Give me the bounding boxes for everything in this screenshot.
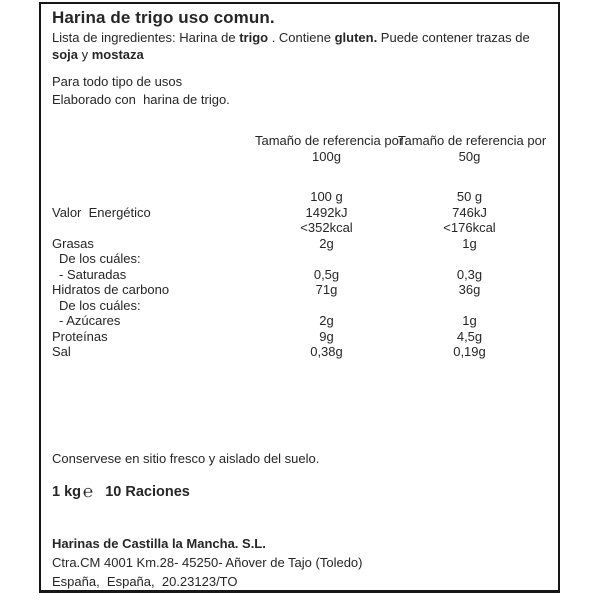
value-per-100g: 0,5g: [313, 266, 340, 282]
table-row: [52, 298, 544, 314]
ingredient-text: Puede contener trazas de: [377, 30, 530, 45]
table-row: [52, 344, 544, 360]
value-per-100g: <352kcal: [300, 220, 353, 235]
value-per-50g: 1g: [462, 313, 477, 328]
ingredient-text: Lista de ingredientes: Harina de: [52, 30, 240, 45]
value-per-100g: 100 g: [310, 189, 343, 204]
value-per-50g: 1g: [462, 235, 477, 251]
table-row: [52, 220, 544, 236]
value-per-50g: [398, 298, 541, 314]
nutrient-label: De los cuáles:: [59, 251, 141, 266]
usage-note: [52, 73, 544, 109]
table-row: [52, 267, 544, 283]
nutrient-label: - Saturadas: [59, 266, 127, 282]
table-row: [52, 251, 544, 267]
value-per-100g: 2g: [319, 235, 334, 251]
header-per-100g-amount: 100g: [312, 148, 341, 164]
nutrient-label: Proteínas: [52, 328, 108, 344]
value-per-50g: [398, 251, 541, 267]
manufacturer-country: España, España, 20.23123/TO: [52, 573, 238, 589]
value-per-50g: 4,5g: [456, 328, 483, 344]
ingredient-emphasis: trigo: [239, 30, 269, 45]
table-row: [52, 282, 544, 298]
value-per-100g: 71g: [315, 282, 338, 297]
manufacturer-block: [52, 534, 544, 591]
estimated-sign: ℮: [83, 481, 94, 501]
header-per-50g: [398, 133, 547, 164]
nutrition-table-header: [52, 133, 547, 164]
product-label: [39, 2, 560, 593]
manufacturer-name: Harinas de Castilla la Mancha. S.L.: [52, 535, 266, 551]
ingredient-text: . Contiene: [268, 30, 335, 45]
nutrition-table: [52, 189, 544, 360]
header-per-100g: [255, 133, 404, 164]
table-row: [52, 189, 544, 205]
nutrient-label: Valor Energético: [52, 204, 151, 220]
nutrient-label: Grasas: [52, 235, 94, 251]
table-row: [52, 329, 544, 345]
value-per-100g: 9g: [319, 328, 334, 344]
usage-line-1: Para todo tipo de usos: [52, 74, 183, 89]
value-per-50g: 0,19g: [453, 344, 486, 359]
table-row: [52, 205, 544, 221]
value-per-50g: 746kJ: [452, 204, 487, 220]
nutrient-label: [52, 220, 255, 236]
ingredient-emphasis: gluten.: [334, 30, 378, 45]
nutrient-label: Sal: [52, 344, 71, 359]
net-weight: 1 kg: [52, 483, 82, 500]
value-per-50g: 50 g: [456, 189, 483, 204]
header-per-100g-title: Tamaño de referencia por: [255, 133, 404, 148]
value-per-100g: 0,38g: [310, 344, 343, 359]
product-title: Harina de trigo uso comun.: [52, 8, 275, 27]
usage-line-2: Elaborado con harina de trigo.: [52, 92, 230, 107]
value-per-100g: 1492kJ: [305, 204, 348, 220]
value-per-50g: 0,3g: [456, 266, 483, 282]
table-row: [52, 236, 544, 252]
header-spacer: [52, 133, 255, 164]
net-quantity: [52, 483, 544, 501]
header-per-50g-amount: 50g: [458, 148, 481, 164]
ingredients-text: [52, 29, 552, 63]
ingredient-text: y: [78, 47, 92, 62]
value-per-50g: 36g: [458, 282, 481, 297]
nutrient-label: [52, 189, 255, 205]
manufacturer-address: Ctra.CM 4001 Km.28- 45250- Añover de Tajo (Toledo): [52, 554, 363, 570]
value-per-50g: <176kcal: [443, 220, 496, 235]
ingredient-emphasis: mostaza: [91, 47, 144, 62]
table-row: [52, 313, 544, 329]
header-per-50g-title: Tamaño de referencia por: [398, 133, 547, 148]
storage-note: Conservese en sitio fresco y aislado del suelo.: [52, 450, 320, 466]
value-per-100g: [255, 298, 398, 314]
value-per-100g: 2g: [319, 313, 334, 328]
servings-count: 10 Raciones: [105, 483, 190, 500]
nutrient-label: Hidratos de carbono: [52, 282, 170, 297]
nutrient-label: - Azúcares: [59, 313, 121, 328]
ingredient-emphasis: soja: [52, 47, 79, 62]
value-per-100g: [255, 251, 398, 267]
nutrient-label: De los cuáles:: [59, 297, 141, 313]
